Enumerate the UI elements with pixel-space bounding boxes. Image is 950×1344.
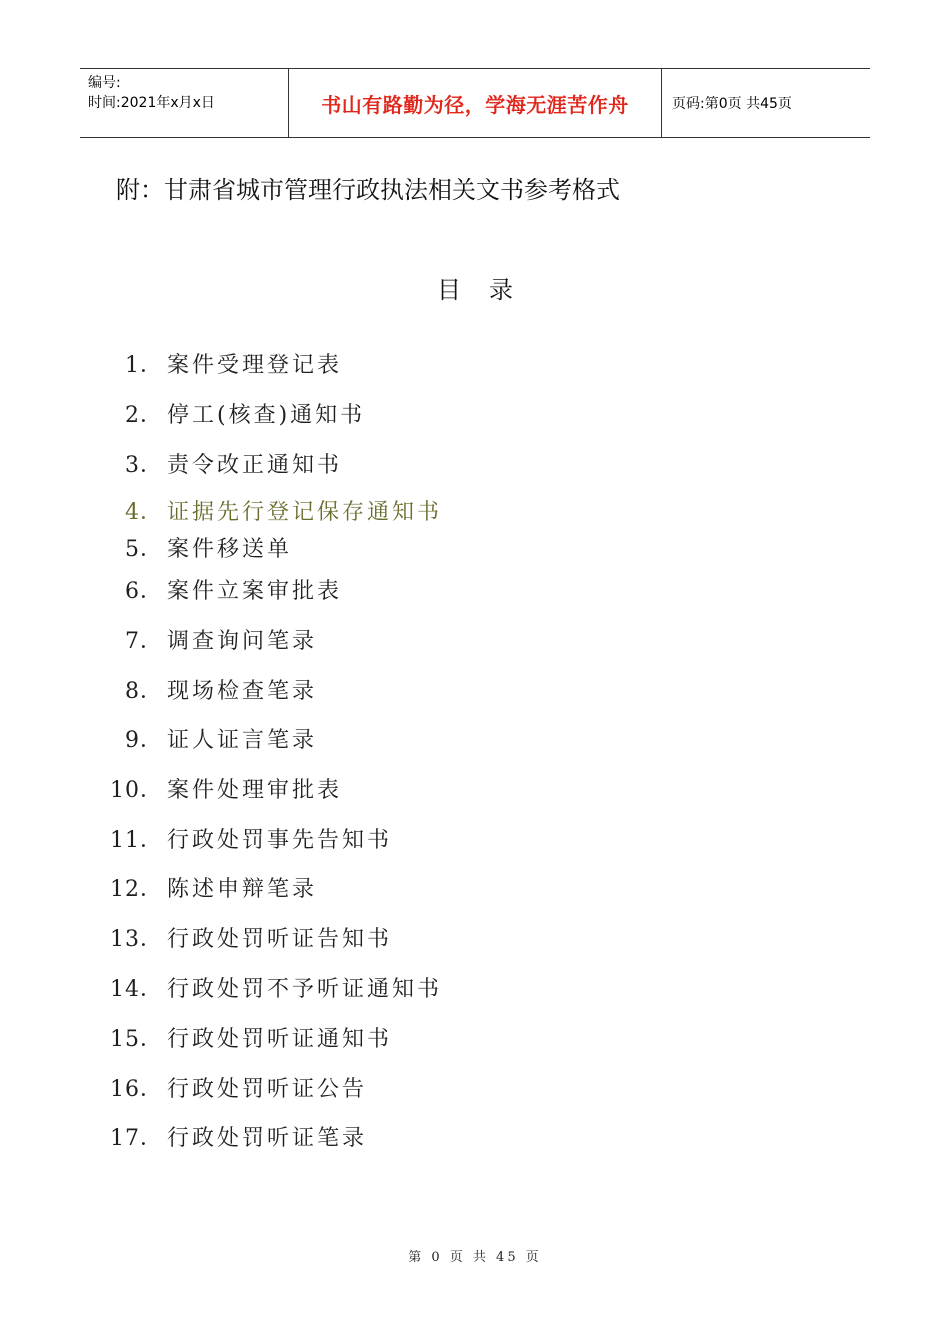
toc-item [0, 573, 700, 605]
toc-item-label: 责令改正通知书 [167, 452, 343, 478]
toc-item-number: 16． [110, 1076, 163, 1102]
toc-item-label: 现场检查笔录 [167, 678, 318, 704]
page-header [80, 68, 870, 138]
toc-item-label: 陈述申辩笔录 [167, 876, 318, 902]
toc-item [0, 397, 700, 429]
toc-item-number: 1． [125, 352, 163, 378]
toc-item-number: 9． [125, 727, 163, 753]
toc-item-label: 行政处罚听证笔录 [167, 1125, 368, 1151]
toc-item-label: 证人证言笔录 [167, 727, 318, 753]
header-motto: 书山有路勤为径，学海无涯苦作舟 [289, 69, 662, 137]
toc-item-number: 6． [125, 578, 163, 604]
toc-item-label: 案件移送单 [167, 536, 293, 562]
toc-heading: 目录 [437, 276, 541, 304]
toc-item [0, 822, 700, 854]
toc-item-number: 13． [110, 926, 163, 952]
header-meta [80, 69, 289, 137]
toc-item-number: 7． [125, 628, 163, 654]
toc-item [0, 531, 700, 563]
toc-item [0, 447, 700, 479]
toc-item-number: 2． [125, 402, 163, 428]
toc-item-number: 3． [125, 452, 163, 478]
toc-item [0, 1071, 700, 1103]
toc-item-number: 15． [110, 1026, 163, 1052]
toc-item-label: 证据先行登记保存通知书 [167, 499, 443, 525]
toc-item [0, 494, 700, 526]
page-footer: 第 0 页 共 45 页 [408, 1250, 542, 1265]
toc-item-number: 5． [125, 536, 163, 562]
toc-item [0, 871, 700, 903]
toc-item-label: 行政处罚听证通知书 [167, 1026, 393, 1052]
document-number-label: 编号: [88, 75, 121, 91]
toc-item-label: 调查询问笔录 [167, 628, 318, 654]
toc-item-label: 案件处理审批表 [167, 777, 343, 803]
toc-item [0, 623, 700, 655]
toc-item [0, 971, 700, 1003]
toc-item [0, 347, 700, 379]
toc-item-label: 案件立案审批表 [167, 578, 343, 604]
toc-item-label: 行政处罚不予听证通知书 [167, 976, 443, 1002]
toc-item-number: 14． [110, 976, 163, 1002]
header-page-info: 页码:第0页 共45页 [672, 96, 792, 112]
toc-item-number: 4． [125, 499, 163, 525]
toc-item-number: 10． [110, 777, 163, 803]
toc-item [0, 1021, 700, 1053]
toc-item [0, 772, 700, 804]
toc-item-label: 行政处罚听证告知书 [167, 926, 393, 952]
toc-item-number: 8． [125, 678, 163, 704]
document-time-label: 时间:2021年x月x日 [88, 95, 215, 111]
toc-item-number: 12． [110, 876, 163, 902]
toc-item-number: 17． [110, 1125, 163, 1151]
document-title: 附：甘肃省城市管理行政执法相关文书参考格式 [116, 176, 620, 204]
toc-item [0, 1120, 700, 1152]
toc-item [0, 921, 700, 953]
toc-item-number: 11． [110, 827, 163, 853]
toc-item-label: 停工(核查)通知书 [167, 402, 366, 428]
toc-item [0, 673, 700, 705]
toc-item-label: 行政处罚事先告知书 [167, 827, 393, 853]
toc-item [0, 722, 700, 754]
toc-item-label: 行政处罚听证公告 [167, 1076, 368, 1102]
toc-item-label: 案件受理登记表 [167, 352, 343, 378]
